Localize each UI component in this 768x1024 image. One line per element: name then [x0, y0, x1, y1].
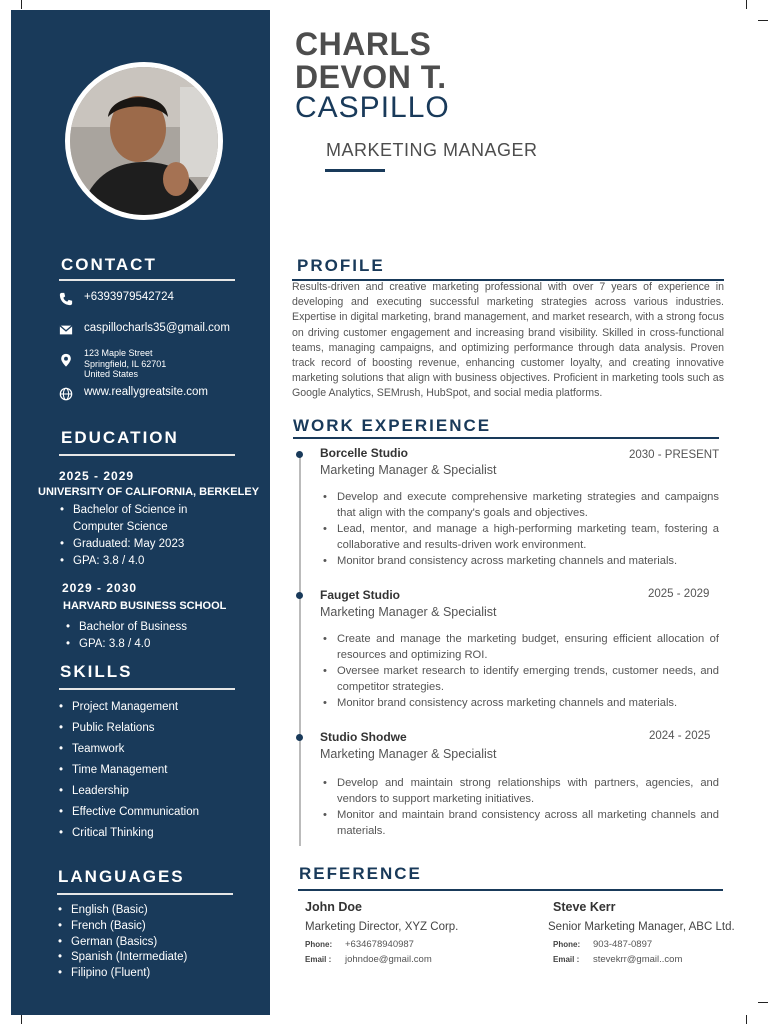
- education-divider: [59, 454, 235, 456]
- job-period: 2025 - 2029: [648, 588, 710, 600]
- phone-icon: [59, 292, 73, 306]
- address-line: United States: [84, 369, 139, 379]
- language-item: • Spanish (Intermediate): [71, 950, 251, 966]
- list-item: • Oversee market research to identify emerging trends, customer needs, and competitor strategies.: [337, 663, 719, 695]
- contact-website: [59, 386, 208, 401]
- reference-phone[interactable]: +634678940987: [345, 939, 414, 950]
- list-item: • Develop and execute comprehensive marketing strategies and campaigns that align with the company's goals and objectives.: [337, 489, 719, 521]
- job-bullets: [337, 631, 719, 711]
- email-label: Email :: [553, 955, 580, 964]
- skills-list: [58, 697, 252, 844]
- phone-label: Phone:: [553, 940, 581, 949]
- skill-item: • Time Management: [72, 760, 252, 781]
- email-label: Email :: [305, 955, 332, 964]
- title-underline: [325, 169, 385, 172]
- list-item: • Create and manage the marketing budget, ensuring efficient allocation of resources and optimizing ROI.: [337, 631, 719, 663]
- job-bullets: [337, 775, 719, 839]
- profile-text: Results-driven and creative marketing professional with over 7 years of experience in developing and executing successful marketing strategies across various industries. Expertise in digital marketing, brand management, and market research, with a strong focus on driving customer engagement and increasing brand visibility. Skilled in cross-functional teams, managing campaigns, and optimizing performance through data analysis. Proven track record of boosting revenue, enhancing customer loyalty, and creating innovative marketing solutions that align with business objectives. Proficient in marketing tools such as Google Analytics, SEMrush, HubSpot, and social media platforms.: [292, 281, 724, 400]
- education-school: UNIVERSITY OF CALIFORNIA, BERKELEY: [38, 486, 260, 498]
- contact-phone: [59, 291, 174, 306]
- contact-address: [59, 348, 166, 380]
- list-item: • Monitor and maintain brand consistency across all marketing channels and materials.: [337, 807, 719, 839]
- list-item: • Lead, mentor, and manage a high-performing marketing team, fostering a collaborative and results-driven work environment.: [337, 521, 719, 553]
- language-item: • French (Basic): [71, 919, 251, 935]
- contact-divider: [59, 279, 235, 281]
- education-details: [65, 619, 239, 653]
- job-bullets: [337, 489, 719, 569]
- globe-icon: [59, 387, 73, 401]
- crop-mark: [758, 1002, 768, 1003]
- crop-mark: [21, 1015, 22, 1024]
- crop-mark: [21, 0, 22, 9]
- languages-divider: [57, 893, 233, 895]
- company-name: Borcelle Studio: [320, 446, 409, 460]
- company-name: Fauget Studio: [320, 588, 400, 602]
- phone-number[interactable]: +6393979542724: [84, 291, 174, 303]
- language-item: • English (Basic): [71, 903, 251, 919]
- list-item: • Monitor brand consistency across marketing channels and materials.: [337, 695, 719, 711]
- website-link[interactable]: www.reallygreatsite.com: [84, 386, 208, 398]
- reference-name: Steve Kerr: [553, 900, 616, 914]
- education-school: HARVARD BUSINESS SCHOOL: [63, 600, 227, 612]
- list-item: • Graduated: May 2023: [73, 536, 233, 553]
- skill-item: • Public Relations: [72, 718, 252, 739]
- education-years: 2029 - 2030: [62, 581, 138, 595]
- sidebar: [11, 10, 270, 1015]
- education-years: 2025 - 2029: [59, 469, 135, 483]
- address-line: Springfield, IL 62701: [84, 358, 167, 369]
- name-first: CHARLS: [295, 26, 432, 62]
- timeline-dot: [296, 592, 303, 599]
- contact-heading: CONTACT: [61, 255, 157, 274]
- reference-position: Marketing Director, XYZ Corp.: [305, 921, 459, 933]
- skills-heading: SKILLS: [60, 662, 133, 681]
- list-item: • GPA: 3.8 / 4.0: [73, 553, 233, 570]
- crop-mark: [758, 20, 768, 21]
- company-name: Studio Shodwe: [320, 730, 407, 744]
- job-period: 2024 - 2025: [649, 730, 711, 742]
- email-address[interactable]: caspillocharls35@gmail.com: [84, 322, 230, 334]
- profile-photo: [65, 62, 223, 220]
- list-item: • GPA: 3.8 / 4.0: [79, 636, 239, 653]
- name-middle: DEVON T.: [295, 59, 447, 95]
- list-item: • Bachelor of Science in Computer Science: [73, 502, 233, 536]
- reference-divider: [298, 889, 723, 891]
- crop-mark: [746, 1015, 747, 1024]
- skill-item: • Teamwork: [72, 739, 252, 760]
- language-item: • Filipino (Fluent): [71, 966, 251, 982]
- location-pin-icon: [59, 353, 73, 367]
- job-role: Marketing Manager & Specialist: [320, 605, 497, 619]
- languages-list: [57, 903, 251, 982]
- email-icon: [59, 323, 73, 337]
- skill-item: • Project Management: [72, 697, 252, 718]
- reference-name: John Doe: [305, 900, 362, 914]
- reference-email[interactable]: johndoe@gmail.com: [345, 954, 432, 965]
- experience-timeline: [299, 454, 301, 846]
- skill-item: • Critical Thinking: [72, 823, 252, 844]
- timeline-dot: [296, 734, 303, 741]
- education-details: [59, 502, 233, 570]
- job-role: Marketing Manager & Specialist: [320, 747, 497, 761]
- list-item: • Develop and maintain strong relationships with partners, agencies, and vendors to support marketing initiatives.: [337, 775, 719, 807]
- skill-item: • Leadership: [72, 781, 252, 802]
- list-item: • Bachelor of Business: [79, 619, 239, 636]
- profile-heading: PROFILE: [297, 256, 385, 275]
- timeline-dot: [296, 451, 303, 458]
- list-item: • Monitor brand consistency across marketing channels and materials.: [337, 553, 719, 569]
- contact-email: [59, 322, 230, 337]
- skill-item: • Effective Communication: [72, 802, 252, 823]
- experience-divider: [293, 437, 719, 439]
- languages-heading: LANGUAGES: [58, 867, 185, 886]
- name-last: CASPILLO: [295, 91, 450, 124]
- education-heading: EDUCATION: [61, 428, 179, 447]
- experience-heading: WORK EXPERIENCE: [293, 416, 492, 435]
- address-line: 123 Maple Street: [84, 348, 153, 358]
- reference-position: Senior Marketing Manager, ABC Ltd.: [548, 921, 735, 933]
- skills-divider: [59, 688, 235, 690]
- job-role: Marketing Manager & Specialist: [320, 463, 497, 477]
- job-period: 2030 - PRESENT: [629, 449, 720, 461]
- job-title: MARKETING MANAGER: [326, 140, 538, 160]
- reference-phone[interactable]: 903-487-0897: [593, 939, 653, 950]
- reference-email[interactable]: stevekrr@gmail..com: [593, 954, 683, 965]
- phone-label: Phone:: [305, 940, 333, 949]
- language-item: • German (Basics): [71, 935, 251, 951]
- reference-heading: REFERENCE: [299, 864, 422, 883]
- crop-mark: [746, 0, 747, 9]
